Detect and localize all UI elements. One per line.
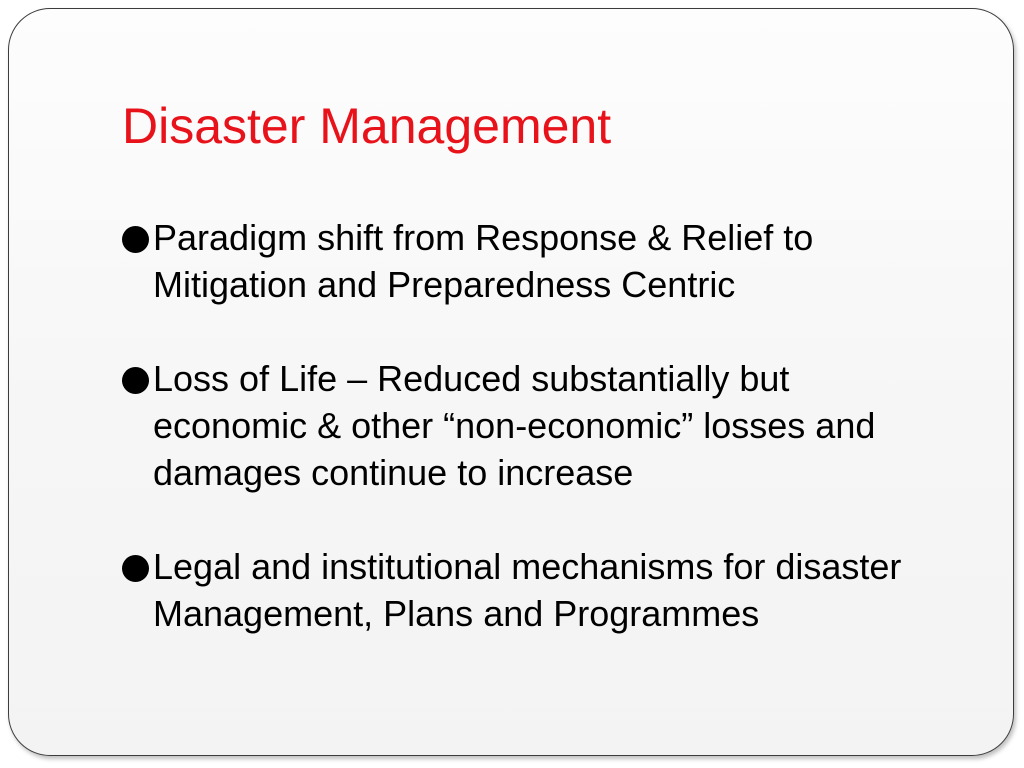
bullet-line: Loss of Life – Reduced substantially but — [153, 358, 790, 399]
slide-title: Disaster Management — [122, 98, 612, 154]
slide-frame — [8, 8, 1014, 756]
bullet-line: Paradigm shift from Response & Relief to — [153, 217, 814, 258]
bullet-line: Management, Plans and Programmes — [153, 593, 760, 634]
bullet-line: Legal and institutional mechanisms for disaster — [153, 546, 902, 587]
bullet-list — [122, 214, 1002, 684]
bullet-line: Mitigation and Preparedness Centric — [153, 264, 736, 305]
bullet-icon — [122, 226, 149, 253]
bullet-text — [153, 543, 1002, 637]
bullet-icon — [122, 367, 149, 394]
bullet-text — [153, 355, 1002, 496]
bullet-text — [153, 214, 1002, 308]
bullet-item — [122, 355, 1002, 496]
bullet-line: economic & other “non-economic” losses and — [153, 405, 876, 446]
bullet-icon — [122, 555, 149, 582]
bullet-item — [122, 543, 1002, 637]
bullet-line: damages continue to increase — [153, 452, 634, 493]
bullet-item — [122, 214, 1002, 308]
